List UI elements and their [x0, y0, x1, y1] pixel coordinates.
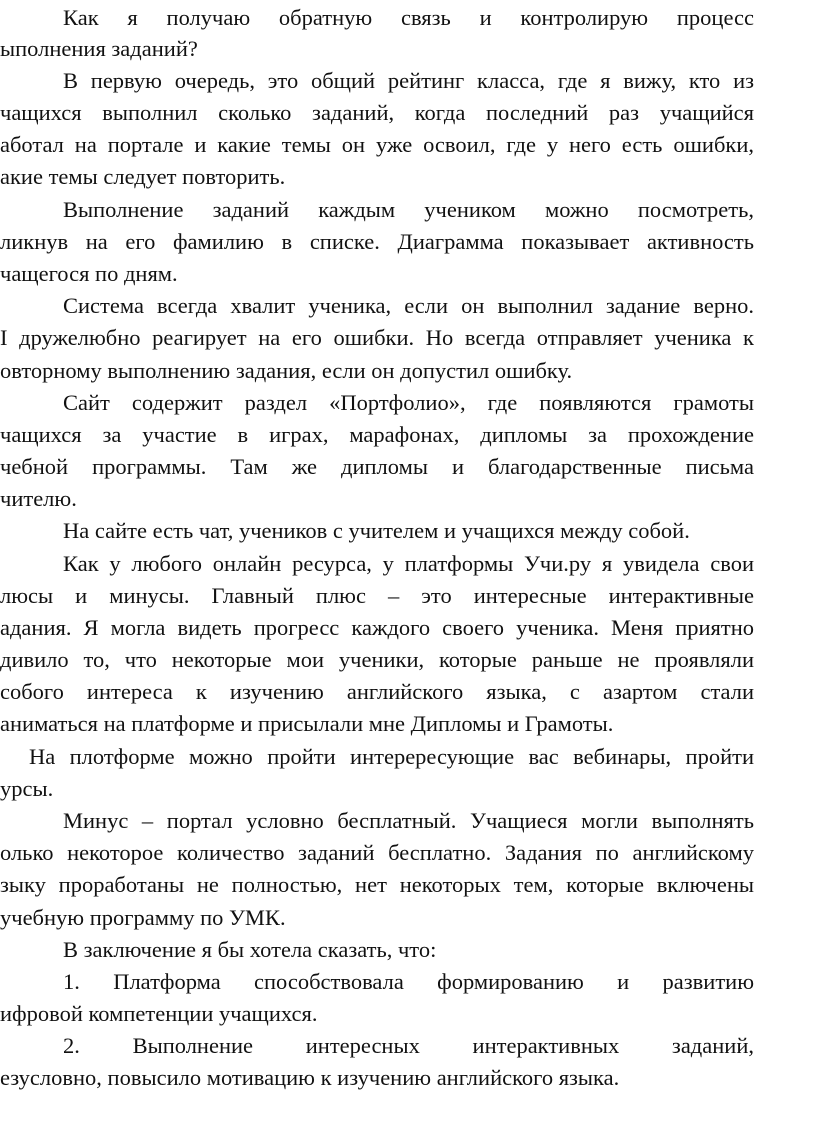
- text-line: чащегося по дням.: [0, 261, 178, 286]
- text-line: На плотформе можно пройти интерересующие вас вебинары, пройти: [29, 744, 754, 769]
- list-item: 1. Платформа способствовала формированию и развитию: [63, 969, 754, 994]
- text-line: акие темы следует повторить.: [0, 164, 286, 189]
- text-line: чебной программы. Там же дипломы и благодарственные письма: [0, 454, 754, 479]
- text-line: ифровой компетенции учащихся.: [0, 1001, 318, 1026]
- text-line: олько некоторое количество заданий бесплатно. Задания по английскому: [0, 840, 754, 865]
- text-line: аниматься на платформе и присылали мне Дипломы и Грамоты.: [0, 711, 614, 736]
- text-line: чащихся за участие в играх, марафонах, дипломы за прохождение: [0, 422, 754, 447]
- text-line: чащихся выполнил сколько заданий, когда последний раз учащийся: [0, 100, 754, 125]
- text-line: Выполнение заданий каждым учеником можно посмотреть,: [63, 197, 754, 222]
- text-line: Система всегда хвалит ученика, если он выполнил задание верно.: [63, 293, 754, 318]
- text-line: I дружелюбно реагирует на его ошибки. Но всегда отправляет ученика к: [0, 325, 754, 350]
- text-line: В заключение я бы хотела сказать, что:: [63, 937, 437, 962]
- text-line: В первую очередь, это общий рейтинг класса, где я вижу, кто из: [63, 68, 754, 93]
- text-line: учебную программу по УМК.: [0, 905, 286, 930]
- text-line: Сайт содержит раздел «Портфолио», где появляются грамоты: [63, 390, 754, 415]
- text-line: ликнув на его фамилию в списке. Диаграмма показывает активность: [0, 229, 754, 254]
- text-line: люсы и минусы. Главный плюс – это интересные интерактивные: [0, 583, 754, 608]
- text-line: дивило то, что некоторые мои ученики, которые раньше не проявляли: [0, 647, 754, 672]
- text-line: урсы.: [0, 776, 54, 801]
- text-line: На сайте есть чат, учеников с учителем и учащихся между собой.: [63, 518, 690, 543]
- text-line: овторному выполнению задания, если он допустил ошибку.: [0, 358, 573, 383]
- text-line: аботал на портале и какие темы он уже освоил, где у него есть ошибки,: [0, 132, 754, 157]
- text-line: чителю.: [0, 486, 77, 511]
- text-line: собого интереса к изучению английского языка, с азартом стали: [0, 679, 754, 704]
- list-item: 2. Выполнение интересных интерактивных заданий,: [63, 1033, 754, 1058]
- text-line: Как я получаю обратную связь и контролирую процесс: [63, 5, 754, 30]
- text-line: Минус – портал условно бесплатный. Учащиеся могли выполнять: [63, 808, 754, 833]
- text-line: зыку проработаны не полностью, нет некоторых тем, которые включены: [0, 872, 754, 897]
- text-line: ыполнения заданий?: [0, 36, 198, 61]
- text-line: Как у любого онлайн ресурса, у платформы Учи.ру я увидела свои: [63, 551, 754, 576]
- text-line: езусловно, повысило мотивацию к изучению английского языка.: [0, 1065, 620, 1090]
- text-line: адания. Я могла видеть прогресс каждого своего ученика. Меня приятно: [0, 615, 754, 640]
